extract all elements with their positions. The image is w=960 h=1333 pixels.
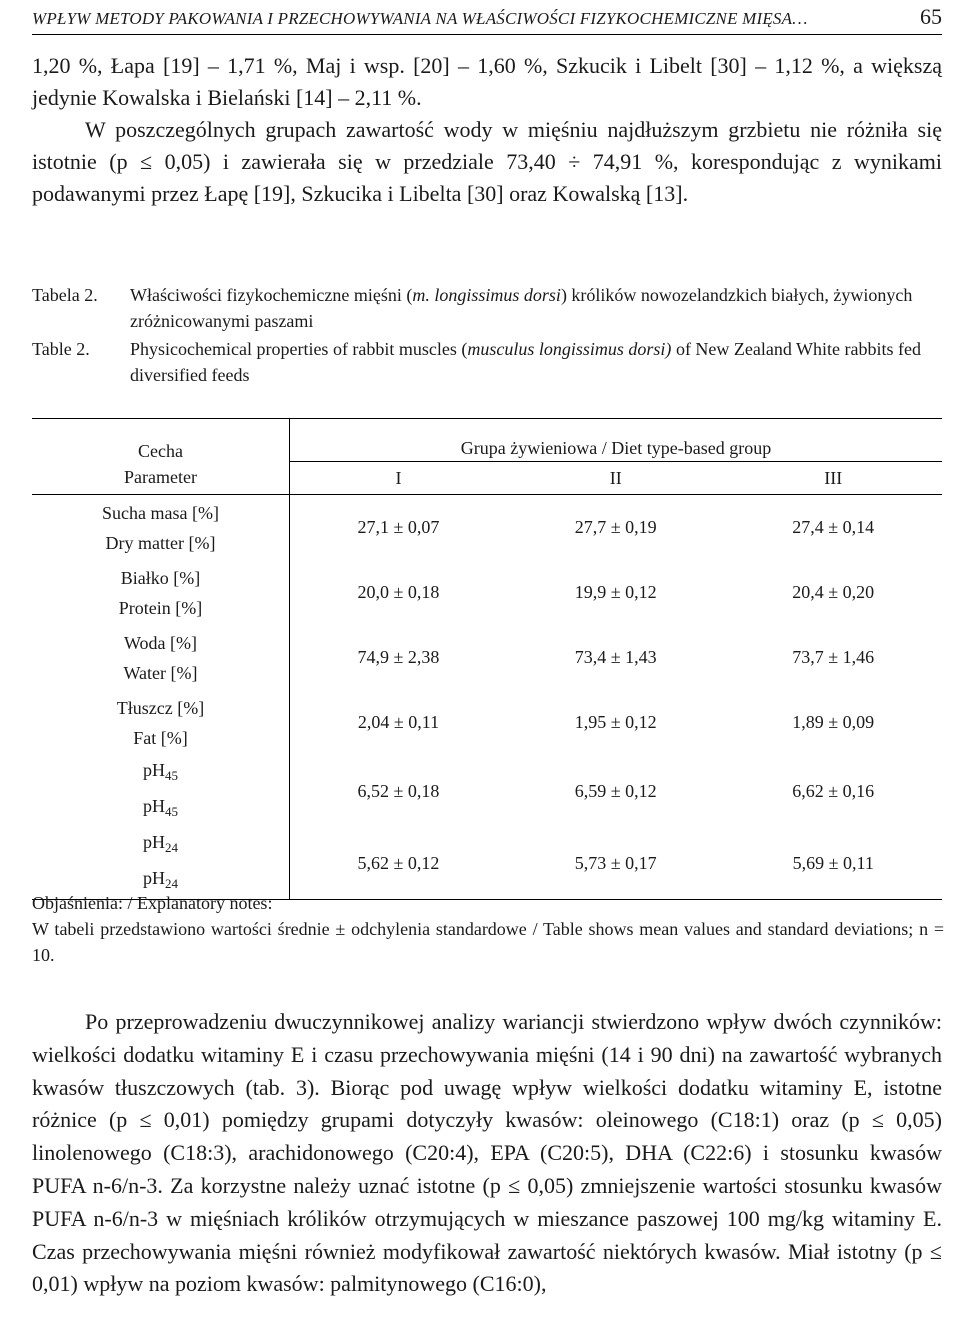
param-pl-sub: 45 [165,768,178,783]
caption-label-pl: Tabela 2. [32,285,98,305]
caption-en-part-b: of New Zealand White rabbits fed diversified feeds [130,339,922,385]
cell-group-3: 1,89 ± 0,09 [792,712,875,732]
table-row [32,560,942,625]
cell-group-3: 73,7 ± 1,46 [792,647,875,667]
cell-group-1: 20,0 ± 0,18 [357,582,440,602]
cell-group-2: 1,95 ± 0,12 [574,712,657,732]
param-en: pH [143,868,165,888]
param-pl-sub: 24 [165,840,178,855]
param-en-sub: 45 [165,804,178,819]
table-row [32,625,942,690]
cell-group-2: 5,73 ± 0,17 [574,852,657,873]
param-header-en: Parameter [32,462,290,495]
cell-group-3: 6,62 ± 0,16 [792,780,875,801]
param-en: Water [%] [123,662,198,683]
caption-en-latin: musculus longissimus dorsi) [467,339,672,359]
cell-group-1: 27,1 ± 0,07 [357,517,440,537]
caption-pl-part-a: Właściwości fizykochemiczne mięśni ( [130,285,413,305]
row-param [32,755,290,827]
running-title: WPŁYW METODY PAKOWANIA I PRZECHOWYWANIA NA WŁAŚCIWOŚCI FIZYKOCHEMICZNE MIĘSA… [32,9,808,28]
paragraph-2: W poszczególnych grupach zawartość wody w mięśniu najdłuższym grzbietu nie różniła się istotnie (p ≤ 0,05) i zawierała się w przedziale 73,40 ÷ 74,91 %, korespondując z wynikami podawanymi przez Łapę [19], Szkucika i Libelta [30] oraz Kowalską [13]. [32,117,942,206]
row-param [32,560,290,625]
group-col-3: III [824,467,843,488]
caption-pl-part-b: ) królików nowozelandzkich białych, żywionych zróżnicowanymi paszami [130,285,913,331]
caption-pl-latin: m. longissimus dorsi [412,285,561,305]
param-pl: pH [143,760,165,780]
properties-table [32,418,942,900]
notes-title: Objaśnienia: / Explanatory notes: [32,893,273,913]
group-header: Grupa żywieniowa / Diet type-based group [290,419,943,462]
running-header [32,0,942,35]
param-en: Dry matter [%] [105,532,216,553]
param-pl: Tłuszcz [%] [116,697,205,718]
cell-group-2: 6,59 ± 0,12 [574,780,657,801]
table-row [32,755,942,827]
param-pl: Białko [%] [120,567,201,588]
param-en: pH [143,796,165,816]
param-en: Protein [%] [118,597,203,618]
cell-group-3: 20,4 ± 0,20 [792,582,875,602]
caption-text-pl [130,282,947,334]
table-row [32,827,942,900]
caption-text-en [130,336,947,388]
paragraph-3: Po przeprowadzeniu dwuczynnikowej analizy wariancji stwierdzono wpływ dwóch czynników: wielkości dodatku witaminy E i czasu przechowywania mięśni (14 i 90 dni) na zawartość wybranych kwasów tłuszczowych (tab. 3). Biorąc pod uwagę wpływ wielkości dodatku witaminy E, istotne różnice (p ≤ 0,01) pomiędzy grupami dotyczyły kwasów: oleinowego (C18:1) oraz (p ≤ 0,05) linolenowego (C18:3), arachidonowego (C20:4), EPA (C20:5), DHA (C22:6) i stosunku kwasów PUFA n-6/n-3. Za korzystne należy uznać istotne (p ≤ 0,05) zmniejszenie wartości stosunku kwasów PUFA n-6/n-3 w mięśniach królików otrzymujących w mieszance paszowej 100 mg/kg witaminy E. Czas przechowywania mięśni również modyfikował zawartość niektórych kwasów. Miał istotny (p ≤ 0,01) wpływ na poziom kwasów: palmitynowego (C16:0), [32,1009,942,1297]
row-param [32,625,290,690]
cell-group-1: 2,04 ± 0,11 [357,712,440,732]
caption-en-part-a: Physicochemical properties of rabbit muscles ( [130,339,468,359]
table-caption-pl [32,282,947,334]
cell-group-3: 5,69 ± 0,11 [792,852,874,873]
paragraph-1: 1,20 %, Łapa [19] – 1,71 %, Maj i wsp. [20] – 1,60 %, Szkucik i Libelt [30] – 1,12 %, a większą jedynie Kowalska i Bielański [14] – 2,11 %. [32,53,942,110]
table-caption-en [32,336,947,388]
table-row [32,690,942,755]
param-en: Fat [%] [133,727,188,748]
cell-group-1: 5,62 ± 0,12 [357,852,440,873]
row-param [32,495,290,561]
param-pl: Sucha masa [%] [102,502,219,523]
table-notes [32,890,944,968]
cell-group-1: 74,9 ± 2,38 [357,647,440,667]
cell-group-3: 27,4 ± 0,14 [792,517,875,537]
group-col-2: II [609,467,622,488]
cell-group-2: 73,4 ± 1,43 [574,647,657,667]
param-pl: Woda [%] [123,632,198,653]
row-param [32,690,290,755]
cell-group-1: 6,52 ± 0,18 [357,780,440,801]
table-row [32,495,942,561]
row-param [32,827,290,900]
notes-text: W tabeli przedstawiono wartości średnie ± odchylenia standardowe / Table shows mean values and standard deviations; n = 10. [32,919,944,965]
page-number: 65 [920,4,942,29]
caption-label-en: Table 2. [32,339,90,359]
cell-group-2: 27,7 ± 0,19 [574,517,657,537]
cell-group-2: 19,9 ± 0,12 [574,582,657,602]
param-en-sub: 24 [165,876,178,891]
group-col-1: I [395,467,402,488]
param-pl: pH [143,832,165,852]
param-header-pl: Cecha [32,419,290,462]
